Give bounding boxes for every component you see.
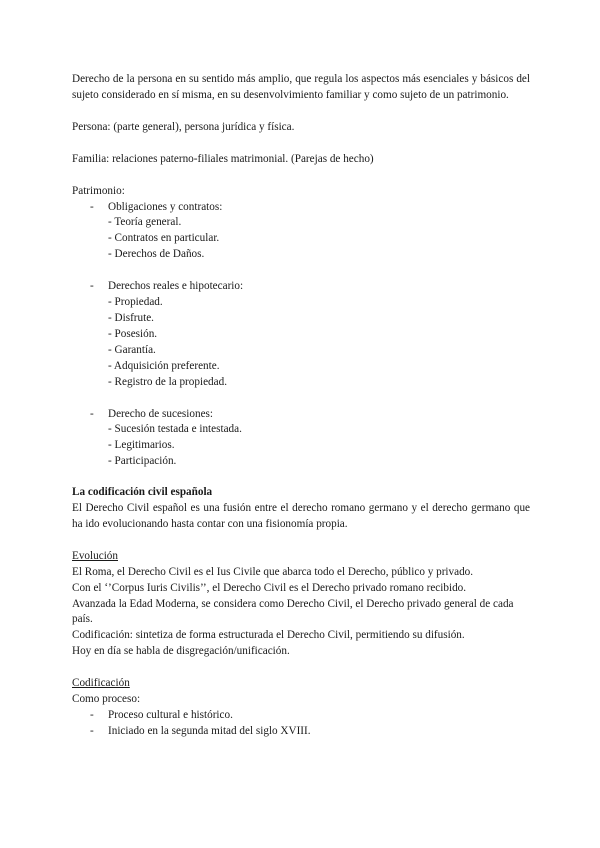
list-item: - Adquisición preferente. — [108, 359, 220, 372]
list-item: - Posesión. — [108, 327, 158, 340]
codificacion-civil-paragraph: El Derecho Civil español es una fusión entre el derecho romano germano y el derecho germano que ha ido evolucionando hasta contar con una fisionomía propia. — [72, 502, 530, 530]
patrimonio-title: Patrimonio: — [72, 184, 125, 197]
dash-bullet: - — [90, 724, 94, 737]
group-label-row — [72, 200, 530, 216]
list-item: - Disfrute. — [108, 311, 154, 324]
section-heading-codificacion: Codificación — [72, 677, 130, 690]
group-label-row — [72, 279, 530, 295]
group-label: Obligaciones y contratos: — [108, 200, 223, 213]
list-item-text: Iniciado en la segunda mitad del siglo XVIII. — [108, 724, 311, 737]
list-item: - Legitimarios. — [108, 439, 175, 452]
group-label: Derechos reales e hipotecario: — [108, 280, 244, 293]
list-item: - Propiedad. — [108, 296, 163, 309]
evolucion-line: Hoy en día se habla de disgregación/unificación. — [72, 645, 290, 658]
familia-line: Familia: relaciones paterno-filiales matrimonial. (Parejas de hecho) — [72, 152, 374, 165]
section-heading-codificacion-civil: La codificación civil española — [72, 486, 213, 499]
intro-paragraph: Derecho de la persona en su sentido más amplio, que regula los aspectos más esenciales y básicos del sujeto considerado en sí misma, en su desenvolvimiento familiar y como sujeto de un patrimonio. — [72, 73, 530, 101]
list-item: - Garantía. — [108, 343, 156, 356]
document-page — [72, 72, 530, 740]
evolucion-line: Con el ‘’Corpus Iuris Civilis’’, el Derecho Civil es el Derecho privado romano recibido. — [72, 581, 467, 594]
evolucion-line: El Roma, el Derecho Civil es el Ius Civile que abarca todo el Derecho, público y privado. — [72, 565, 474, 578]
dash-bullet: - — [90, 200, 94, 213]
list-item: - Teoría general. — [108, 216, 182, 229]
list-item: - Participación. — [108, 455, 177, 468]
list-item: - Registro de la propiedad. — [108, 375, 227, 388]
codificacion-intro: Como proceso: — [72, 693, 141, 706]
group-label-row — [72, 407, 530, 423]
list-item: - Sucesión testada e intestada. — [108, 423, 242, 436]
dash-bullet: - — [90, 407, 94, 420]
section-heading-evolucion: Evolución — [72, 549, 118, 562]
patrimonio-group-obligaciones — [72, 200, 530, 264]
persona-line: Persona: (parte general), persona jurídica y física. — [72, 120, 295, 133]
group-label: Derecho de sucesiones: — [108, 407, 213, 420]
list-item-text: Proceso cultural e histórico. — [108, 709, 233, 721]
dash-bullet: - — [90, 709, 94, 721]
list-item — [72, 724, 530, 740]
dash-bullet: - — [90, 280, 94, 293]
evolucion-line: Codificación: sintetiza de forma estructurada el Derecho Civil, permitiendo su difusión. — [72, 629, 465, 642]
list-item: - Contratos en particular. — [108, 232, 220, 245]
patrimonio-group-derechos-reales — [72, 279, 530, 390]
list-item: - Derechos de Daños. — [108, 248, 205, 261]
list-item — [72, 708, 530, 724]
patrimonio-group-sucesiones — [72, 407, 530, 471]
evolucion-line: Avanzada la Edad Moderna, se considera como Derecho Civil, el Derecho privado general de cada país. — [72, 597, 514, 626]
